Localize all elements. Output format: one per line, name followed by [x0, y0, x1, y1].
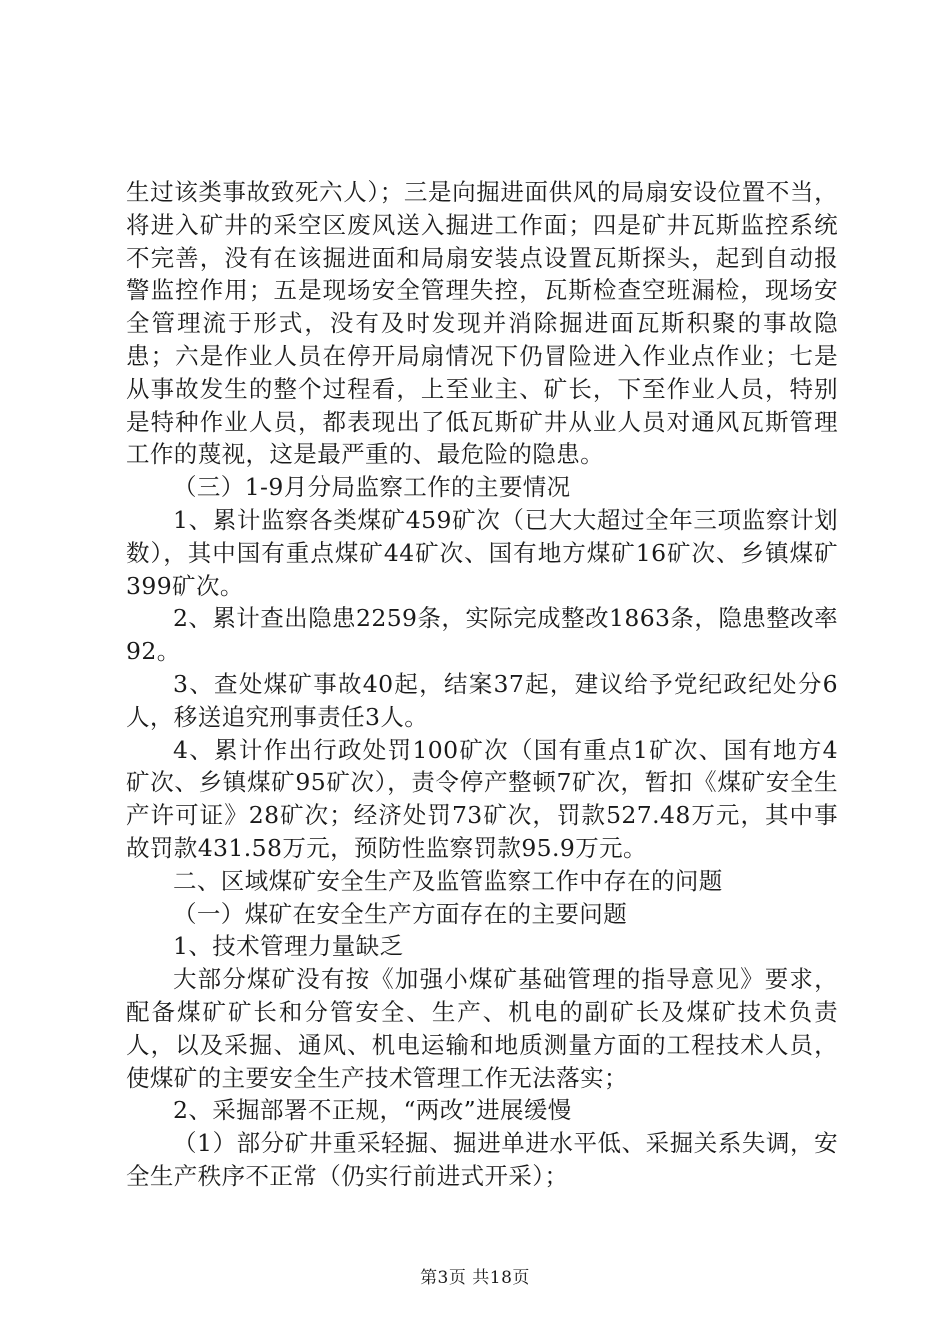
paragraph-technical-management: 大部分煤矿没有按《加强小煤矿基础管理的指导意见》要求，配备煤矿矿长和分管安全、生产、机电的副矿长及煤矿技术负责人，以及采掘、通风、机电运输和地质测量方面的工程技术人员，使煤矿的主要安全生产技术管理工作无法落实； — [126, 965, 838, 1092]
document-body — [126, 176, 838, 1193]
paragraph-accidents: 3、查处煤矿事故40起，结案37起，建议给予党纪政纪处分6人，移送追究刑事责任3人。 — [126, 669, 838, 731]
section-heading-supervision-summary: （三）1-9月分局监察工作的主要情况 — [173, 473, 571, 502]
paragraph-inspections: 1、累计监察各类煤矿459矿次（已大大超过全年三项监察计划数），其中国有重点煤矿44矿次、国有地方煤矿16矿次、乡镇煤矿399矿次。 — [126, 505, 838, 600]
section-heading-problems: 二、区域煤矿安全生产及监管监察工作中存在的问题 — [173, 866, 723, 895]
subsection-heading-main-problems: （一）煤矿在安全生产方面存在的主要问题 — [173, 899, 628, 928]
item-heading-technical-management: 1、技术管理力量缺乏 — [173, 932, 404, 961]
paragraph-continuation: 生过该类事故致死六人）；三是向掘进面供风的局扇安设位置不当，将进入矿井的采空区废风送入掘进工作面；四是矿井瓦斯监控系统不完善，没有在该掘进面和局扇安装点设置瓦斯探头，起到自动报警监控作用；五是现场安全管理失控，瓦斯检查空班漏检，现场安全管理流于形式，没有及时发现并消除掘进面瓦斯积聚的事故隐患；六是作业人员在停开局扇情况下仍冒险进入作业点作业；七是从事故发生的整个过程看，上至业主、矿长，下至作业人员，特别是特种作业人员，都表现出了低瓦斯矿井从业人员对通风瓦斯管理工作的蔑视，这是最严重的、最危险的隐患。 — [126, 178, 838, 469]
paragraph-penalties: 4、累计作出行政处罚100矿次（国有重点1矿次、国有地方4矿次、乡镇煤矿95矿次），责令停产整顿7矿次，暂扣《煤矿安全生产许可证》28矿次；经济处罚73矿次，罚款527.48万元，其中事故罚款431.58万元，预防性监察罚款95.9万元。 — [126, 735, 838, 862]
paragraph-hazards: 2、累计查出隐患2259条，实际完成整改1863条，隐患整改率92。 — [126, 604, 838, 666]
item-heading-mining-layout: 2、采掘部署不正规，“两改”进展缓慢 — [173, 1096, 572, 1125]
paragraph-mining-layout: （1）部分矿井重采轻掘、掘进单进水平低、采掘关系失调，安全生产秩序不正常（仍实行前进式开采）； — [126, 1129, 838, 1190]
page-footer: 第3页 共18页 — [420, 1268, 530, 1288]
